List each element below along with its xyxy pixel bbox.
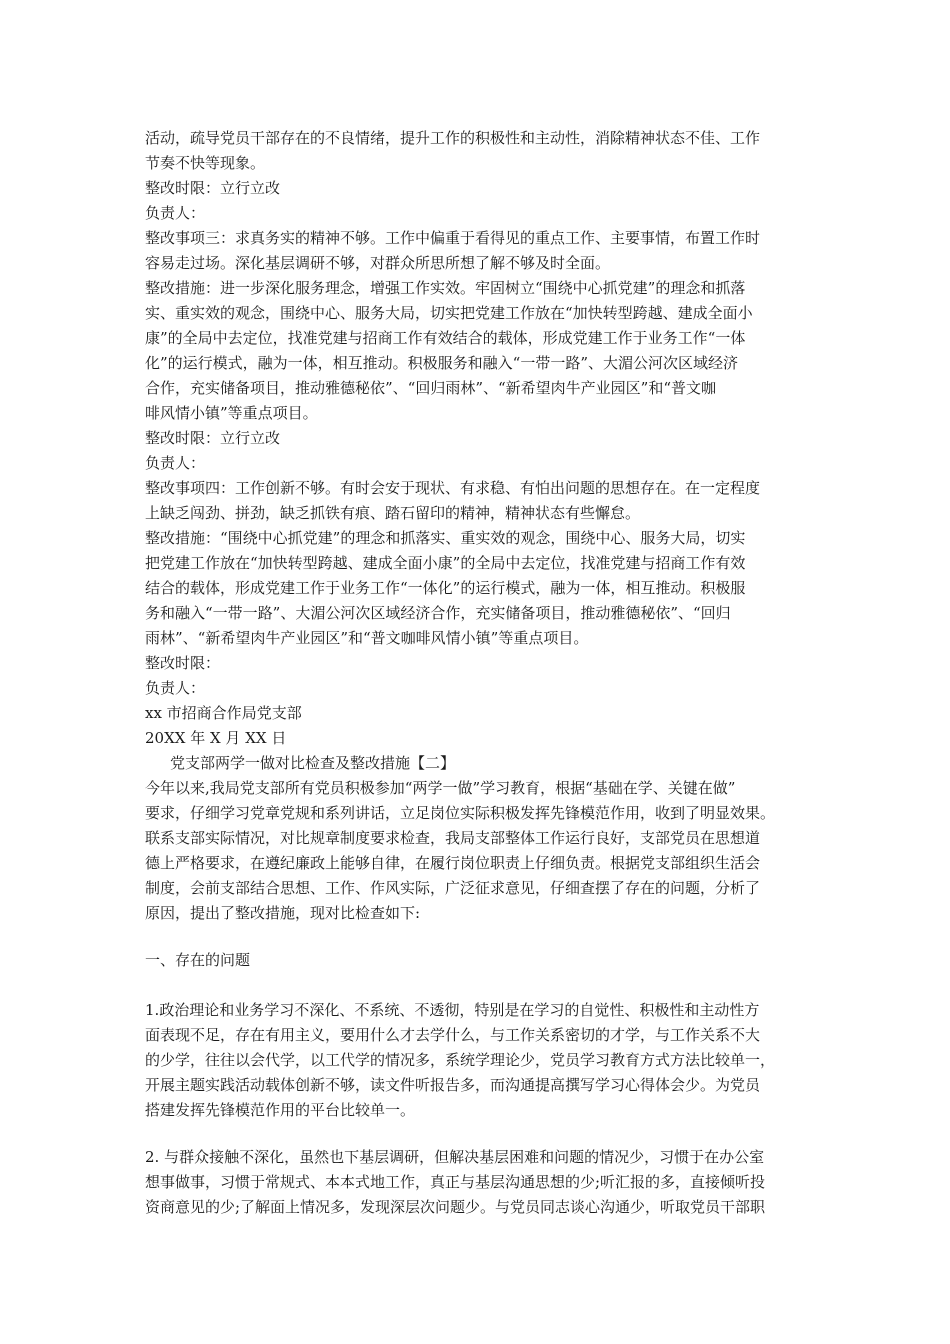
text-line: 务和融入“一带一路”、大湄公河次区域经济合作，充实储备项目，推动雅德秘依”、“回归 bbox=[145, 604, 731, 622]
signature-organization: xx 市招商合作局党支部 bbox=[145, 704, 302, 722]
text-line: 整改事项四：工作创新不够。有时会安于现状、有求稳、有怕出问题的思想存在。在一定程度 bbox=[145, 479, 761, 497]
text-line: 整改措施：“围绕中心抓党建”的理念和抓落实、重实效的观念，围绕中心、服务大局，切实 bbox=[145, 529, 746, 547]
text-line: 面表现不足，存在有用主义，要用什么才去学什么，与工作关系密切的才学，与工作关系不大 bbox=[145, 1026, 761, 1044]
text-line: 整改时限： bbox=[145, 654, 221, 672]
text-line: 雨林”、“新希望肉牛产业园区”和“普文咖啡风情小镇”等重点项目。 bbox=[145, 629, 589, 647]
text-line: 整改措施：进一步深化服务理念，增强工作实效。牢固树立“围绕中心抓党建”的理念和抓落 bbox=[145, 279, 746, 297]
text-line: 康”的全局中去定位，找准党建与招商工作有效结合的载体，形成党建工作于业务工作“一体 bbox=[145, 329, 746, 347]
text-line: 想事做事，习惯于常规式、本本式地工作，真正与基层沟通思想的少;听汇报的多，直接倾听投 bbox=[145, 1173, 766, 1191]
text-line: 1.政治理论和业务学习不深化、不系统、不透彻，特别是在学习的自觉性、积极性和主动性方 bbox=[145, 1001, 760, 1019]
text-line: 今年以来,我局党支部所有党员积极参加“两学一做”学习教育，根据“基础在学、关键在做” bbox=[145, 779, 736, 797]
text-line: 负责人： bbox=[145, 679, 206, 697]
text-line: 负责人： bbox=[145, 204, 206, 222]
text-line: 2. 与群众接触不深化，虽然也下基层调研，但解决基层困难和问题的情况少，习惯于在办公室 bbox=[145, 1148, 765, 1166]
text-line: 负责人： bbox=[145, 454, 206, 472]
text-line: 节奏不快等现象。 bbox=[145, 154, 266, 172]
text-line: 整改事项三：求真务实的精神不够。工作中偏重于看得见的重点工作、主要事情，布置工作时 bbox=[145, 229, 761, 247]
text-line: 德上严格要求，在遵纪廉政上能够自律，在履行岗位职责上仔细负责。根据党支部组织生活会 bbox=[145, 854, 761, 872]
signature-date: 20XX 年 X 月 XX 日 bbox=[145, 729, 287, 747]
text-line: 联系支部实际情况，对比规章制度要求检查，我局支部整体工作运行良好，支部党员在思想道 bbox=[145, 829, 761, 847]
text-line: 要求，仔细学习党章党规和系列讲话，立足岗位实际积极发挥先锋模范作用，收到了明显效果。 bbox=[145, 804, 776, 822]
text-line: 把党建工作放在“加快转型跨越、建成全面小康”的全局中去定位，找准党建与招商工作有效 bbox=[145, 554, 746, 572]
text-line: 上缺乏闯劲、拼劲，缺乏抓铁有痕、踏石留印的精神，精神状态有些懈怠。 bbox=[145, 504, 641, 522]
text-line: 容易走过场。深化基层调研不够，对群众所思所想了解不够及时全面。 bbox=[145, 254, 611, 272]
text-line: 资商意见的少;了解面上情况多，发现深层次问题少。与党员同志谈心沟通少，听取党员干部职 bbox=[145, 1198, 766, 1216]
text-line: 搭建发挥先锋模范作用的平台比较单一。 bbox=[145, 1101, 416, 1119]
section-heading: 一、存在的问题 bbox=[145, 951, 251, 969]
text-line: 开展主题实践活动载体创新不够，读文件听报告多，而沟通提高撰写学习心得体会少。为党员 bbox=[145, 1076, 761, 1094]
text-line: 实、重实效的观念，围绕中心、服务大局，切实把党建工作放在“加快转型跨越、建成全面小 bbox=[145, 304, 753, 322]
text-line: 的少学，往往以会代学，以工代学的情况多，系统学理论少，党员学习教育方式方法比较单一， bbox=[145, 1051, 776, 1069]
text-line: 合作，充实储备项目，推动雅德秘依”、“回归雨林”、“新希望肉牛产业园区”和“普文咖 bbox=[145, 379, 717, 397]
text-line: 整改时限：立行立改 bbox=[145, 429, 281, 447]
text-line: 整改时限：立行立改 bbox=[145, 179, 281, 197]
text-line: 制度，会前支部结合思想、工作、作风实际，广泛征求意见，仔细查摆了存在的问题，分析了 bbox=[145, 879, 761, 897]
section-title: 党支部两学一做对比检查及整改措施【二】 bbox=[170, 754, 456, 772]
text-line: 啡风情小镇”等重点项目。 bbox=[145, 404, 318, 422]
text-line: 化”的运行模式，融为一体，相互推动。积极服务和融入“一带一路”、大湄公河次区域经济 bbox=[145, 354, 739, 372]
text-line: 活动，疏导党员干部存在的不良情绪，提升工作的积极性和主动性，消除精神状态不佳、工作 bbox=[145, 129, 761, 147]
text-line: 原因，提出了整改措施，现对比检查如下: bbox=[145, 904, 421, 922]
text-line: 结合的载体，形成党建工作于业务工作“一体化”的运行模式，融为一体，相互推动。积极服 bbox=[145, 579, 746, 597]
